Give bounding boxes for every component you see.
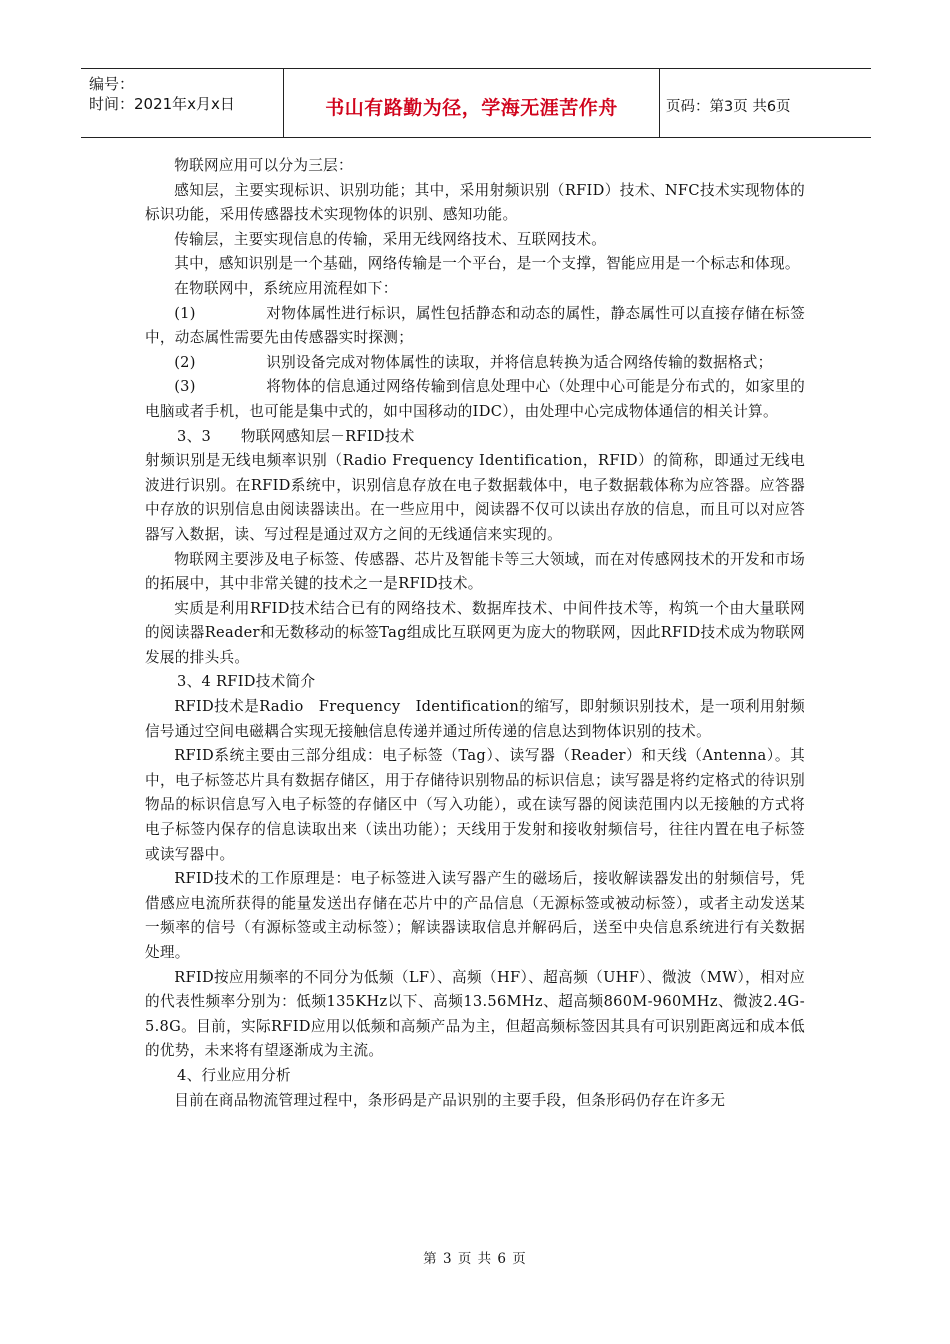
header-motto-cell — [284, 69, 660, 137]
list-item-text: 将物体的信息通过网络传输到信息处理中心（处理中心可能是分布式的，如家里的电脑或者手机，也可能是集中式的，如中国移动的IDC），由处理中心完成物体通信的相关计算。 — [145, 378, 805, 420]
document-number-label: 编号： — [89, 75, 135, 93]
page-footer: 第 3 页 共 6 页 — [423, 1251, 527, 1267]
document-time-label: 时间：2021年x月x日 — [89, 95, 235, 113]
list-item-number: (3) — [174, 378, 196, 396]
paragraph: 传输层，主要实现信息的传输，采用无线网络技术、互联网技术。 — [174, 230, 607, 248]
list-item — [145, 375, 805, 424]
paragraph: RFID技术的工作原理是：电子标签进入读写器产生的磁场后，接收解读器发出的射频信号，凭借感应电流所获得的能量发送出存储在芯片中的产品信息（无源标签或被动标签），或者主动发送某一频率的信号（有源标签或主动标签）；解读器读取信息并解码后，送至中央信息系统进行有关数据处理。 — [145, 870, 805, 961]
paragraph: 在物联网中，系统应用流程如下： — [174, 279, 398, 297]
paragraph: RFID系统主要由三部分组成：电子标签（Tag）、读写器（Reader）和天线（Antenna）。其中，电子标签芯片具有数据存储区，用于存储待识别物品的标识信息；读写器是将约定格式的待识别物品的标识信息写入电子标签的存储区中（写入功能），或在读写器的阅读范围内以无接触的方式将电子标签内保存的信息读取出来（读出功能）；天线用于发射和接收射频信号，往往内置在电子标签或读写器中。 — [145, 747, 805, 863]
paragraph: 物联网应用可以分为三层： — [174, 157, 353, 174]
header-motto: 书山有路勤为径，学海无涯苦作舟 — [325, 97, 618, 119]
paragraph: 物联网主要涉及电子标签、传感器、芯片及智能卡等三大领域，而在对传感网技术的开发和市场的拓展中，其中非常关键的技术之一是RFID技术。 — [145, 550, 805, 593]
document-body — [145, 154, 805, 1113]
paragraph: 目前在商品物流管理过程中，条形码是产品识别的主要手段，但条形码仍存在许多无 — [174, 1091, 726, 1109]
list-item-number: (1) — [174, 304, 196, 322]
header-meta-cell — [81, 69, 284, 137]
header-page-cell — [660, 69, 871, 137]
paragraph: RFID按应用频率的不同分为低频（LF）、高频（HF）、超高频（UHF）、微波（MW），相对应的代表性频率分别为：低频135KHz以下、高频13.56MHz、超高频860M-960MHz、微波2.4G-5.8G。目前，实际RFID应用以低频和高频产品为主，但超高频标签因其具有可识别距离远和成本低的优势，未来将有望逐渐成为主流。 — [145, 968, 805, 1060]
section-heading: 4、行业应用分析 — [177, 1066, 291, 1084]
list-item-text: 识别设备完成对物体属性的读取，并将信息转换为适合网络传输的数据格式； — [266, 353, 773, 371]
list-item — [145, 351, 805, 376]
paragraph: 其中，感知识别是一个基础，网络传输是一个平台，是一个支撑，智能应用是一个标志和体现。 — [174, 255, 800, 273]
list-item-number: (2) — [174, 353, 196, 371]
header-page-info: 页码：第3页 共6页 — [666, 99, 791, 115]
section-heading: 3、4 RFID技术简介 — [177, 673, 316, 691]
section-heading: 3、3 物联网感知层－RFID技术 — [177, 427, 415, 445]
paragraph: 实质是利用RFID技术结合已有的网络技术、数据库技术、中间件技术等，构筑一个由大量联网的阅读器Reader和无数移动的标签Tag组成比互联网更为庞大的物联网，因此RFID技术成为物联网发展的排头兵。 — [145, 599, 805, 666]
paragraph: 射频识别是无线电频率识别（Radio Frequency Identification，RFID）的简称，即通过无线电波进行识别。在RFID系统中，识别信息存放在电子数据载体中，电子数据载体称为应答器。应答器中存放的识别信息由阅读器读出。在一些应用中，阅读器不仅可以读出存放的信息，而且可以对应答器写入数据，读、写过程是通过双方之间的无线通信来实现的。 — [145, 452, 805, 543]
list-item-text: 对物体属性进行标识，属性包括静态和动态的属性，静态属性可以直接存储在标签中，动态属性需要先由传感器实时探测； — [145, 304, 805, 347]
paragraph: RFID技术是Radio Frequency Identification的缩写，即射频识别技术，是一项利用射频信号通过空间电磁耦合实现无接触信息传递并通过所传递的信息达到物体识别的技术。 — [145, 698, 805, 740]
paragraph: 感知层，主要实现标识、识别功能；其中，采用射频识别（RFID）技术、NFC技术实现物体的标识功能，采用传感器技术实现物体的识别、感知功能。 — [145, 181, 805, 224]
page-header — [81, 68, 871, 138]
list-item — [145, 302, 805, 351]
